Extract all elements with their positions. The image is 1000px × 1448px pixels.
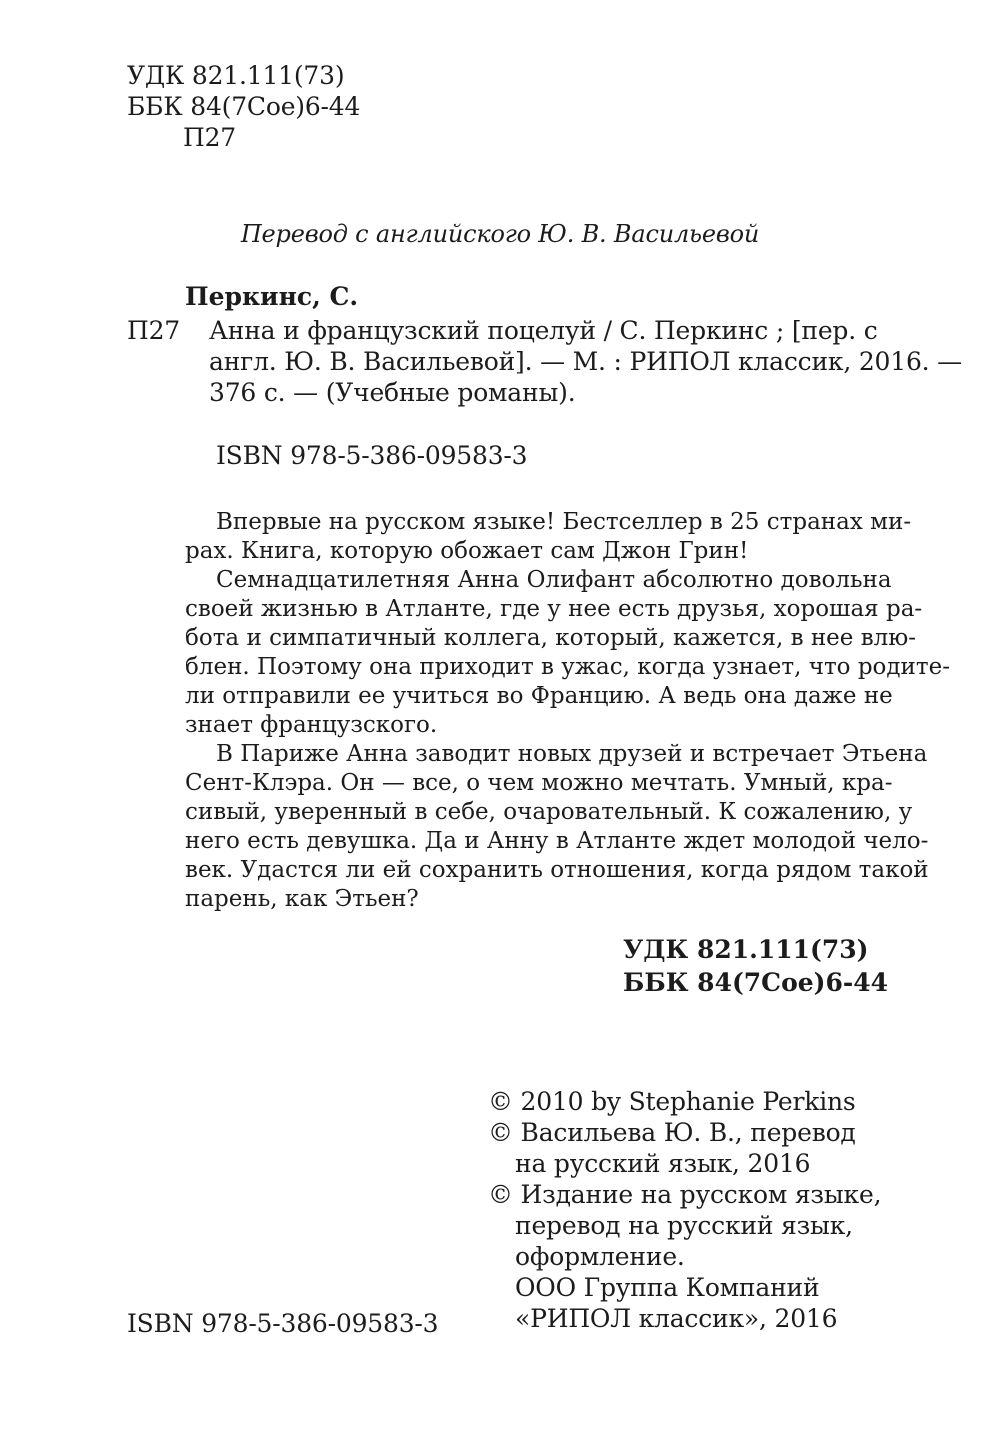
annotation-line: Сент-Клэра. Он — все, о чем можно мечтать. Умный, кра- [185,770,893,796]
copyright-line: © Васильева Ю. В., перевод [488,1118,856,1147]
copyright-line: © Издание на русском языке, [488,1180,882,1209]
entry-line: англ. Ю. В. Васильевой]. — М. : РИПОЛ классик, 2016. — [209,347,962,376]
classification-codes-top [127,60,360,153]
isbn-bottom: ISBN 978-5-386-09583-3 [127,1309,439,1338]
translator-note: Перевод с английского Ю. В. Васильевой [240,220,760,248]
copyright-line: перевод на русский язык, [515,1211,853,1240]
classification-codes-bottom [623,935,888,1001]
udk-code: УДК 821.111(73) [127,61,345,90]
annotation-line: парень, как Этьен? [185,886,419,912]
bbk-code: ББК 84(7Сое)6-44 [127,92,361,121]
copyright-line: на русский язык, 2016 [515,1149,811,1178]
author-mark: П27 [183,123,237,152]
bibliographic-entry [209,315,962,408]
annotation-line: Впервые на русском языке! Бестселлер в 25 странах ми- [216,509,912,535]
annotation-line: блен. Поэтому она приходит в ужас, когда узнает, что родите- [185,654,950,680]
annotation-line: Семнадцатилетняя Анна Олифант абсолютно довольна [216,567,892,593]
copyright-line: оформление. [515,1242,685,1271]
author-heading: Перкинс, С. [185,282,359,311]
copyright-line: ООО Группа Компаний [515,1273,820,1302]
annotation-line: своей жизнью в Атланте, где у нее есть друзья, хорошая ра- [185,596,923,622]
entry-line: 376 с. — (Учебные романы). [209,378,576,407]
annotation-line: сивый, уверенный в себе, очаровательный. К сожалению, у [185,799,913,825]
entry-author-mark: П27 [127,316,181,345]
annotation-line: ли отправили ее учиться во Францию. А ведь она даже не [185,683,893,709]
annotation-line: знает французского. [185,712,438,738]
copyright-block [488,1086,881,1334]
udk-code-bold: УДК 821.111(73) [623,935,869,964]
annotation-line: бота и симпатичный коллега, который, кажется, в нее влю- [185,625,917,651]
bbk-code-bold: ББК 84(7Сое)6-44 [623,968,889,997]
annotation-line: век. Удастся ли ей сохранить отношения, когда рядом такой [185,857,929,883]
annotation-line: него есть девушка. Да и Анну в Атланте ждет молодой чело- [185,828,929,854]
isbn-entry: ISBN 978-5-386-09583-3 [216,441,528,470]
entry-line: Анна и французский поцелуй / С. Перкинс ; [пер. с [209,316,878,345]
copyright-line: © 2010 by Stephanie Perkins [488,1087,856,1116]
annotation-line: В Париже Анна заводит новых друзей и встречает Этьена [216,741,928,767]
annotation-line: рах. Книга, которую обожает сам Джон Грин! [185,538,749,564]
copyright-line: «РИПОЛ классик», 2016 [515,1304,838,1333]
annotation [185,508,950,914]
